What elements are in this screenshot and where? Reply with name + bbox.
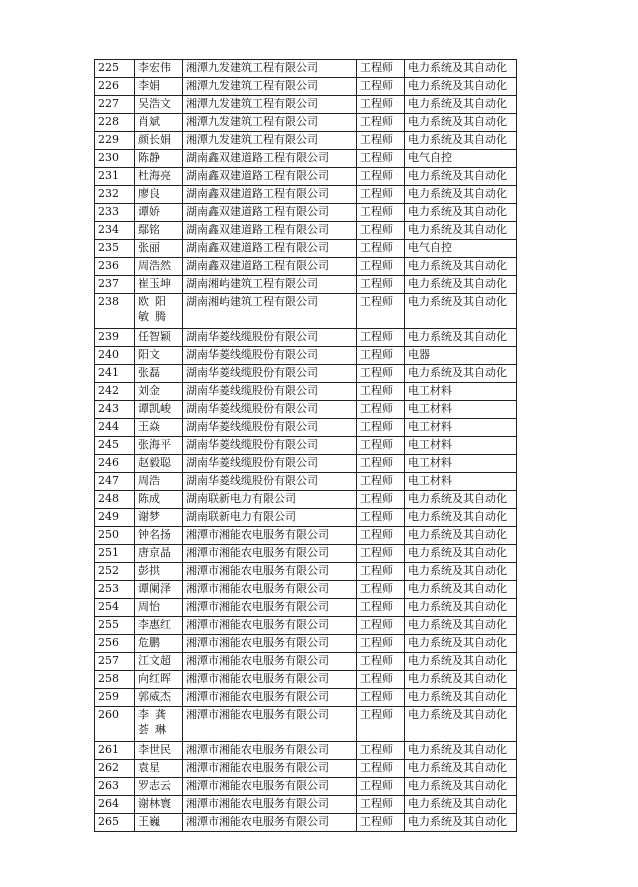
company-name-cell: 湖南联新电力有限公司 [183,491,357,509]
row-number-cell: 258 [95,671,135,689]
company-name-cell: 湖南湘屿建筑工程有限公司 [183,294,357,329]
table-row [95,347,517,365]
row-number-cell: 238 [95,294,135,329]
specialty-cell: 电力系统及其自动化 [405,258,517,276]
specialty-cell: 电力系统及其自动化 [405,814,517,832]
specialty-cell: 电力系统及其自动化 [405,760,517,778]
table-row [95,294,517,329]
person-name-cell: 张海平 [135,437,183,455]
table-row [95,437,517,455]
row-number-cell: 259 [95,689,135,707]
row-number-cell: 260 [95,707,135,742]
table-row [95,617,517,635]
person-name-cell: 袁星 [135,760,183,778]
row-number-cell: 237 [95,276,135,294]
person-name-cell: 李宏伟 [135,60,183,78]
specialty-cell: 电工材料 [405,401,517,419]
job-title-cell: 工程师 [357,455,405,473]
company-name-cell: 湘潭市湘能农电服务有限公司 [183,653,357,671]
table-row [95,742,517,760]
person-name-cell: 张磊 [135,365,183,383]
person-name-cell: 江文超 [135,653,183,671]
person-name-cell: 王巍 [135,814,183,832]
job-title-cell: 工程师 [357,527,405,545]
person-name-cell: 唐京晶 [135,545,183,563]
job-title-cell: 工程师 [357,294,405,329]
row-number-cell: 261 [95,742,135,760]
company-name-cell: 湘潭九发建筑工程有限公司 [183,60,357,78]
job-title-cell: 工程师 [357,96,405,114]
person-name-cell: 阳文 [135,347,183,365]
table-row [95,222,517,240]
company-name-cell: 湘潭市湘能农电服务有限公司 [183,545,357,563]
person-name-cell: 彭拱 [135,563,183,581]
row-number-cell: 235 [95,240,135,258]
person-name-cell: 肖斌 [135,114,183,132]
job-title-cell: 工程师 [357,419,405,437]
job-title-cell: 工程师 [357,401,405,419]
company-name-cell: 湖南鑫双建道路工程有限公司 [183,168,357,186]
company-name-cell: 湘潭市湘能农电服务有限公司 [183,581,357,599]
table-row [95,258,517,276]
row-number-cell: 252 [95,563,135,581]
company-name-cell: 湖南华菱线缆股份有限公司 [183,473,357,491]
table-row [95,168,517,186]
company-name-cell: 湘潭市湘能农电服务有限公司 [183,760,357,778]
job-title-cell: 工程师 [357,617,405,635]
person-name-cell: 谢林寰 [135,796,183,814]
specialty-cell: 电气自控 [405,150,517,168]
specialty-cell: 电工材料 [405,437,517,455]
row-number-cell: 262 [95,760,135,778]
person-name-cell: 杜海亮 [135,168,183,186]
specialty-cell: 电力系统及其自动化 [405,707,517,742]
company-name-cell: 湖南华菱线缆股份有限公司 [183,347,357,365]
row-number-cell: 255 [95,617,135,635]
table-row [95,653,517,671]
row-number-cell: 245 [95,437,135,455]
specialty-cell: 电力系统及其自动化 [405,114,517,132]
table-row [95,150,517,168]
job-title-cell: 工程师 [357,635,405,653]
job-title-cell: 工程师 [357,742,405,760]
job-title-cell: 工程师 [357,78,405,96]
person-name-cell: 李娟 [135,78,183,96]
person-name-cell: 李龚荟琳 [135,707,183,742]
company-name-cell: 湘潭市湘能农电服务有限公司 [183,563,357,581]
specialty-cell: 电力系统及其自动化 [405,599,517,617]
company-name-cell: 湘潭市湘能农电服务有限公司 [183,527,357,545]
job-title-cell: 工程师 [357,599,405,617]
job-title-cell: 工程师 [357,796,405,814]
person-name-cell: 赵毅聪 [135,455,183,473]
job-title-cell: 工程师 [357,60,405,78]
specialty-cell: 电力系统及其自动化 [405,653,517,671]
specialty-cell: 电力系统及其自动化 [405,222,517,240]
table-row [95,671,517,689]
company-name-cell: 湘潭市湘能农电服务有限公司 [183,778,357,796]
person-name-cell: 向红晖 [135,671,183,689]
person-name-cell: 谭凯峻 [135,401,183,419]
person-name-cell: 李惠红 [135,617,183,635]
table-row [95,455,517,473]
table-row [95,599,517,617]
specialty-cell: 电力系统及其自动化 [405,491,517,509]
specialty-cell: 电器 [405,347,517,365]
row-number-cell: 265 [95,814,135,832]
table-row [95,689,517,707]
table-row [95,635,517,653]
person-name-cell: 周浩然 [135,258,183,276]
job-title-cell: 工程师 [357,204,405,222]
specialty-cell: 电力系统及其自动化 [405,581,517,599]
job-title-cell: 工程师 [357,689,405,707]
row-number-cell: 226 [95,78,135,96]
row-number-cell: 254 [95,599,135,617]
row-number-cell: 232 [95,186,135,204]
specialty-cell: 电力系统及其自动化 [405,96,517,114]
specialty-cell: 电工材料 [405,383,517,401]
person-name-cell: 郭威杰 [135,689,183,707]
job-title-cell: 工程师 [357,132,405,150]
person-name-cell: 谭娇 [135,204,183,222]
row-number-cell: 243 [95,401,135,419]
job-title-cell: 工程师 [357,581,405,599]
row-number-cell: 246 [95,455,135,473]
specialty-cell: 电力系统及其自动化 [405,186,517,204]
company-name-cell: 湖南华菱线缆股份有限公司 [183,383,357,401]
row-number-cell: 230 [95,150,135,168]
job-title-cell: 工程师 [357,545,405,563]
job-title-cell: 工程师 [357,778,405,796]
table-row [95,581,517,599]
row-number-cell: 236 [95,258,135,276]
roster-table-body [95,60,517,832]
row-number-cell: 228 [95,114,135,132]
row-number-cell: 229 [95,132,135,150]
table-row [95,778,517,796]
company-name-cell: 湖南华菱线缆股份有限公司 [183,455,357,473]
job-title-cell: 工程师 [357,329,405,347]
company-name-cell: 湘潭九发建筑工程有限公司 [183,114,357,132]
specialty-cell: 电工材料 [405,455,517,473]
company-name-cell: 湖南鑫双建道路工程有限公司 [183,258,357,276]
job-title-cell: 工程师 [357,222,405,240]
row-number-cell: 225 [95,60,135,78]
table-row [95,796,517,814]
job-title-cell: 工程师 [357,437,405,455]
row-number-cell: 248 [95,491,135,509]
row-number-cell: 257 [95,653,135,671]
person-name-cell: 周浩 [135,473,183,491]
company-name-cell: 湖南鑫双建道路工程有限公司 [183,204,357,222]
specialty-cell: 电力系统及其自动化 [405,132,517,150]
person-name-cell: 钟名扬 [135,527,183,545]
company-name-cell: 湘潭市湘能农电服务有限公司 [183,617,357,635]
company-name-cell: 湘潭市湘能农电服务有限公司 [183,796,357,814]
job-title-cell: 工程师 [357,347,405,365]
specialty-cell: 电工材料 [405,473,517,491]
specialty-cell: 电力系统及其自动化 [405,617,517,635]
company-name-cell: 湖南鑫双建道路工程有限公司 [183,186,357,204]
table-row [95,707,517,742]
job-title-cell: 工程师 [357,168,405,186]
specialty-cell: 电力系统及其自动化 [405,778,517,796]
person-name-cell: 陈静 [135,150,183,168]
job-title-cell: 工程师 [357,365,405,383]
person-name-cell: 周怡 [135,599,183,617]
row-number-cell: 239 [95,329,135,347]
table-row [95,509,517,527]
row-number-cell: 249 [95,509,135,527]
person-name-cell: 欧阳敏腾 [135,294,183,329]
company-name-cell: 湖南华菱线缆股份有限公司 [183,365,357,383]
person-name-cell: 王焱 [135,419,183,437]
job-title-cell: 工程师 [357,760,405,778]
row-number-cell: 250 [95,527,135,545]
job-title-cell: 工程师 [357,671,405,689]
job-title-cell: 工程师 [357,276,405,294]
company-name-cell: 湘潭市湘能农电服务有限公司 [183,689,357,707]
row-number-cell: 227 [95,96,135,114]
person-name-cell: 谢梦 [135,509,183,527]
company-name-cell: 湘潭九发建筑工程有限公司 [183,78,357,96]
table-row [95,383,517,401]
specialty-cell: 电力系统及其自动化 [405,168,517,186]
person-name-cell: 危鹏 [135,635,183,653]
row-number-cell: 231 [95,168,135,186]
person-name-cell: 罗志云 [135,778,183,796]
job-title-cell: 工程师 [357,258,405,276]
person-name-cell: 李世民 [135,742,183,760]
person-name-cell: 任智颖 [135,329,183,347]
table-row [95,240,517,258]
row-number-cell: 251 [95,545,135,563]
company-name-cell: 湖南华菱线缆股份有限公司 [183,401,357,419]
job-title-cell: 工程师 [357,707,405,742]
specialty-cell: 电力系统及其自动化 [405,78,517,96]
roster-table [94,59,517,832]
job-title-cell: 工程师 [357,509,405,527]
specialty-cell: 电工材料 [405,419,517,437]
row-number-cell: 233 [95,204,135,222]
job-title-cell: 工程师 [357,473,405,491]
table-row [95,545,517,563]
job-title-cell: 工程师 [357,563,405,581]
table-row [95,329,517,347]
job-title-cell: 工程师 [357,383,405,401]
person-name-cell: 张丽 [135,240,183,258]
row-number-cell: 240 [95,347,135,365]
table-row [95,563,517,581]
specialty-cell: 电力系统及其自动化 [405,509,517,527]
row-number-cell: 256 [95,635,135,653]
row-number-cell: 264 [95,796,135,814]
company-name-cell: 湘潭九发建筑工程有限公司 [183,132,357,150]
row-number-cell: 242 [95,383,135,401]
table-row [95,419,517,437]
job-title-cell: 工程师 [357,114,405,132]
person-name-cell: 鄢铭 [135,222,183,240]
table-row [95,186,517,204]
specialty-cell: 电力系统及其自动化 [405,276,517,294]
specialty-cell: 电力系统及其自动化 [405,60,517,78]
person-name-cell: 崔玉坤 [135,276,183,294]
job-title-cell: 工程师 [357,814,405,832]
specialty-cell: 电力系统及其自动化 [405,527,517,545]
job-title-cell: 工程师 [357,653,405,671]
table-row [95,60,517,78]
specialty-cell: 电力系统及其自动化 [405,796,517,814]
company-name-cell: 湖南鑫双建道路工程有限公司 [183,222,357,240]
company-name-cell: 湘潭市湘能农电服务有限公司 [183,671,357,689]
company-name-cell: 湖南华菱线缆股份有限公司 [183,419,357,437]
person-name-cell: 陈成 [135,491,183,509]
company-name-cell: 湖南联新电力有限公司 [183,509,357,527]
table-row [95,814,517,832]
person-name-cell: 颜长娟 [135,132,183,150]
person-name-cell: 吴浩文 [135,96,183,114]
company-name-cell: 湘潭市湘能农电服务有限公司 [183,599,357,617]
company-name-cell: 湖南鑫双建道路工程有限公司 [183,150,357,168]
person-name-cell: 谭阑泽 [135,581,183,599]
company-name-cell: 湖南华菱线缆股份有限公司 [183,329,357,347]
table-row [95,491,517,509]
person-name-cell: 廖良 [135,186,183,204]
company-name-cell: 湘潭市湘能农电服务有限公司 [183,742,357,760]
specialty-cell: 电力系统及其自动化 [405,635,517,653]
row-number-cell: 244 [95,419,135,437]
specialty-cell: 电力系统及其自动化 [405,204,517,222]
specialty-cell: 电力系统及其自动化 [405,294,517,329]
table-row [95,276,517,294]
table-row [95,760,517,778]
specialty-cell: 电气自控 [405,240,517,258]
table-row [95,527,517,545]
person-name-cell: 刘金 [135,383,183,401]
table-row [95,204,517,222]
company-name-cell: 湖南湘屿建筑工程有限公司 [183,276,357,294]
job-title-cell: 工程师 [357,150,405,168]
company-name-cell: 湘潭九发建筑工程有限公司 [183,96,357,114]
specialty-cell: 电力系统及其自动化 [405,563,517,581]
table-row [95,132,517,150]
row-number-cell: 263 [95,778,135,796]
row-number-cell: 253 [95,581,135,599]
specialty-cell: 电力系统及其自动化 [405,365,517,383]
row-number-cell: 234 [95,222,135,240]
table-row [95,78,517,96]
specialty-cell: 电力系统及其自动化 [405,742,517,760]
company-name-cell: 湘潭市湘能农电服务有限公司 [183,707,357,742]
company-name-cell: 湖南华菱线缆股份有限公司 [183,437,357,455]
specialty-cell: 电力系统及其自动化 [405,545,517,563]
specialty-cell: 电力系统及其自动化 [405,329,517,347]
job-title-cell: 工程师 [357,240,405,258]
company-name-cell: 湘潭市湘能农电服务有限公司 [183,814,357,832]
table-row [95,401,517,419]
specialty-cell: 电力系统及其自动化 [405,671,517,689]
job-title-cell: 工程师 [357,186,405,204]
table-row [95,114,517,132]
row-number-cell: 247 [95,473,135,491]
table-row [95,473,517,491]
row-number-cell: 241 [95,365,135,383]
company-name-cell: 湖南鑫双建道路工程有限公司 [183,240,357,258]
table-row [95,96,517,114]
specialty-cell: 电力系统及其自动化 [405,689,517,707]
table-row [95,365,517,383]
company-name-cell: 湘潭市湘能农电服务有限公司 [183,635,357,653]
job-title-cell: 工程师 [357,491,405,509]
